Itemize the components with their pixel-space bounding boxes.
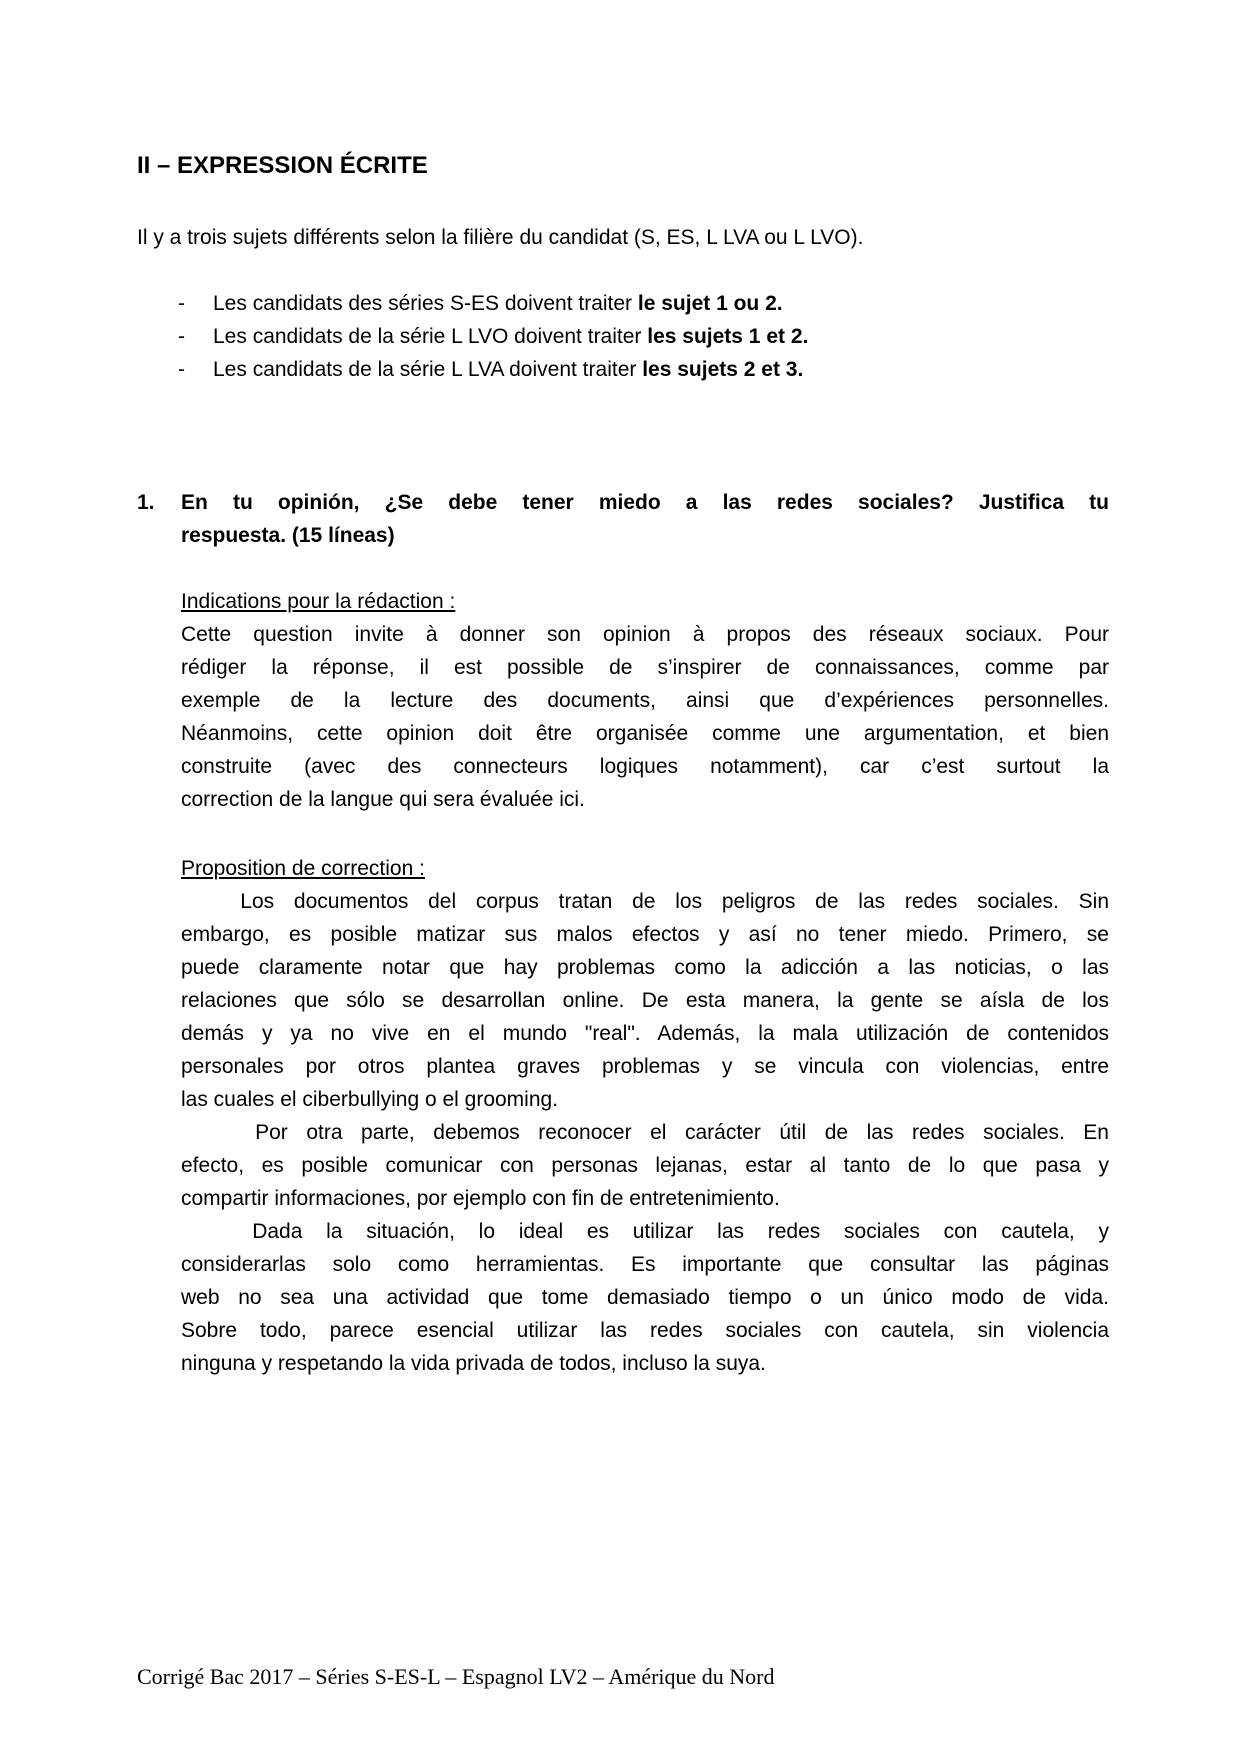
proposition-line: Por otra parte, debemos reconocer el carácter útil de las redes sociales. En [181,1121,1109,1144]
indications-section [181,585,1109,816]
proposition-line: web no sea una actividad que tome demasiado tiempo o un único modo de vida. [181,1286,1109,1309]
indications-line: rédiger la réponse, il est possible de s’inspirer de connaissances, comme par [181,656,1109,679]
section-heading: II – EXPRESSION ÉCRITE [137,152,428,179]
bullet-dash: - [178,292,185,315]
bullet-text: Les candidats de la série L LVO doivent traiter [213,325,648,348]
indications-line: exemple de la lecture des documents, ainsi que d’expériences personnelles. [181,689,1109,712]
proposition-line: Dada la situación, lo ideal es utilizar las redes sociales con cautela, y [181,1220,1109,1243]
question-number: 1. [137,491,155,514]
bullet-bold: les sujets 1 et 2. [647,325,809,348]
proposition-line: demás y ya no vive en el mundo "real". Además, la mala utilización de contenidos [181,1022,1109,1045]
bullet-item [178,292,783,316]
bullet-text: Les candidats des séries S-ES doivent traiter [213,292,638,315]
proposition-title: Proposition de correction : [181,857,425,880]
page-footer: Corrigé Bac 2017 – Séries S-ES-L – Espagnol LV2 – Amérique du Nord [137,1664,775,1689]
indications-line: Cette question invite à donner son opinion à propos des réseaux sociaux. Pour [181,623,1109,646]
bullet-bold: le sujet 1 ou 2. [637,292,783,315]
question-line: En tu opinión, ¿Se debe tener miedo a las redes sociales? Justifica tu [181,491,1109,514]
proposition-line: puede claramente notar que hay problemas como la adicción a las noticias, o las [181,956,1109,979]
proposition-section [181,852,1109,1380]
proposition-line: ninguna y respetando la vida privada de todos, incluso la suya. [181,1352,766,1375]
proposition-line: relaciones que sólo se desarrollan online. De esta manera, la gente se aísla de los [181,989,1109,1012]
proposition-line: compartir informaciones, por ejemplo con fin de entretenimiento. [181,1187,780,1210]
question-1 [137,486,1109,552]
proposition-line: las cuales el ciberbullying o el grooming. [181,1088,559,1111]
indications-line: construite (avec des connecteurs logiques notamment), car c’est surtout la [181,755,1109,778]
bullet-item [178,325,808,349]
bullet-text: Les candidats de la série L LVA doivent traiter [213,358,643,381]
bullet-bold: les sujets 2 et 3. [642,358,804,381]
proposition-line: personales por otros plantea graves problemas y se vincula con violencias, entre [181,1055,1109,1078]
proposition-line: embargo, es posible matizar sus malos efectos y así no tener miedo. Primero, se [181,923,1109,946]
indications-line: correction de la langue qui sera évaluée ici. [181,788,585,811]
indications-title: Indications pour la rédaction : [181,590,456,613]
bullet-dash: - [178,358,185,381]
proposition-line: considerarlas solo como herramientas. Es importante que consultar las páginas [181,1253,1109,1276]
bullet-item [178,358,803,382]
intro-text: Il y a trois sujets différents selon la filière du candidat (S, ES, L LVA ou L LVO). [137,226,864,249]
bullet-dash: - [178,325,185,348]
question-line: respuesta. (15 líneas) [181,524,395,547]
proposition-line: Sobre todo, parece esencial utilizar las redes sociales con cautela, sin violencia [181,1319,1109,1342]
indications-line: Néanmoins, cette opinion doit être organisée comme une argumentation, et bien [181,722,1109,745]
proposition-line: Los documentos del corpus tratan de los peligros de las redes sociales. Sin [181,890,1109,913]
proposition-line: efecto, es posible comunicar con personas lejanas, estar al tanto de lo que pasa y [181,1154,1109,1177]
